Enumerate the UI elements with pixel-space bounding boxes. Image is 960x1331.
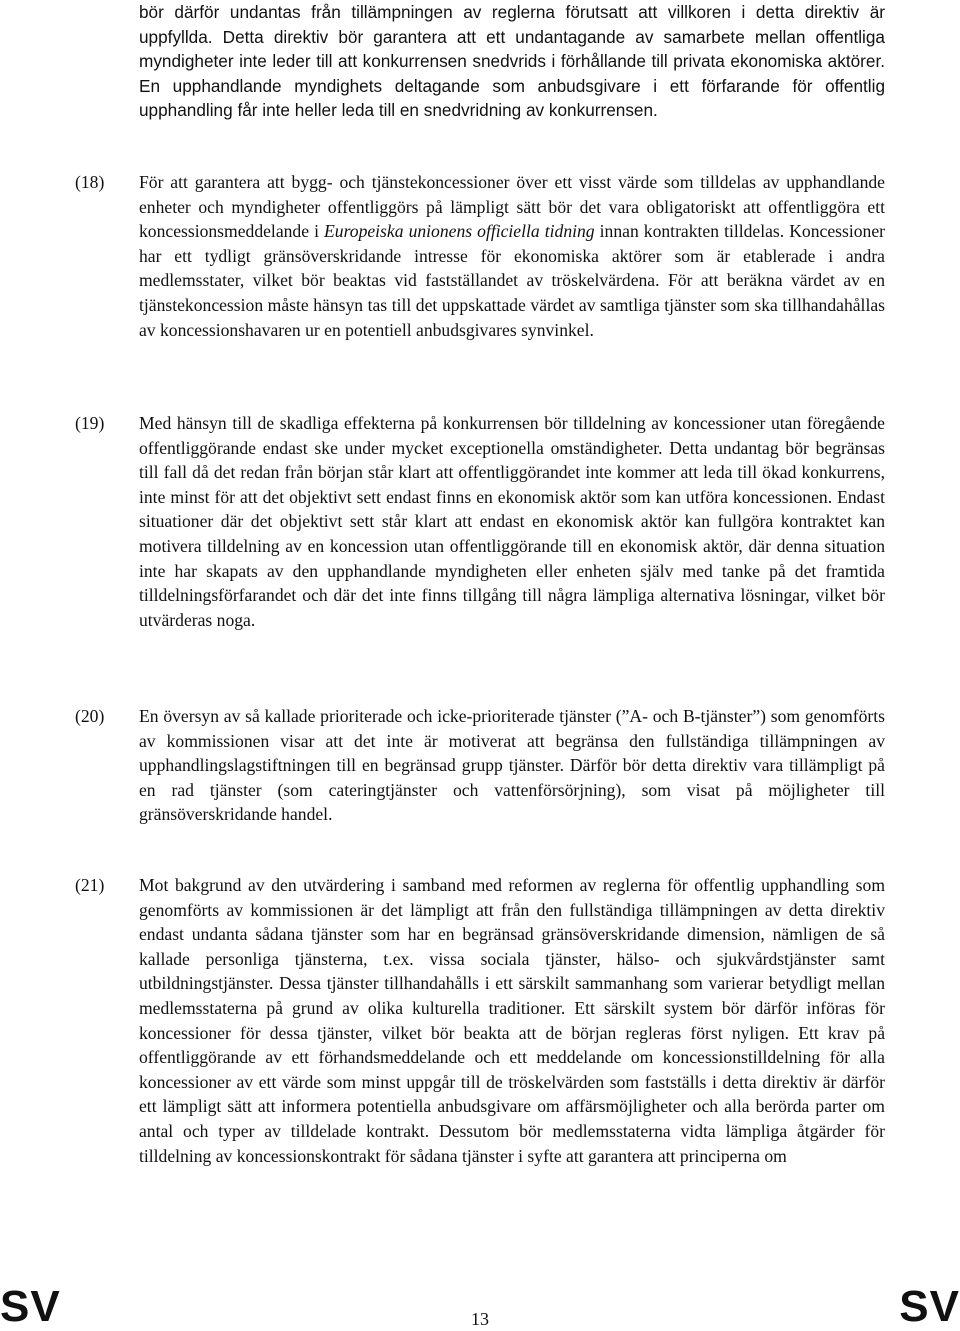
- recital-text: Mot bakgrund av den utvärdering i samband med reformen av reglerna för offentlig upphandling som genomförts av kommissionen är det lämpligt att från den fullständiga tillämpningen av detta direktiv endast undanta sådana tjänster som har en begränsad gränsöverskridande dimension, nämligen de så kallade personliga tjänsterna, t.ex. vissa sociala tjänster, hälso- och sjukvårdstjänster samt utbildningstjänster. Dessa tjänster tillhandahålls i ett särskilt sammanhang som varierar betydligt mellan medlemsstaterna på grund av olika kulturella traditioner. Ett särskilt system bör därför införas för koncessioner för dessa tjänster, vilket bör beakta att de början regleras först nyligen. Ett krav på offentliggörande av ett förhandsmeddelande och ett meddelande om koncessionstilldelning för alla koncessioner av ett värde som minst uppgår till de tröskelvärden som fastställs i detta direktiv är därför ett lämpligt sätt att informera potentiella anbudsgivare om affärsmöjligheter och alla berörda parter om antal och typer av tilldelade kontrakt. Dessutom bör medlemsstaterna vidta lämpliga åtgärder för tilldelning av koncessionskontrakt för sådana tjänster i syfte att garantera att principerna om: [139, 875, 885, 1166]
- recital-number: (21): [75, 875, 105, 895]
- intro-paragraph: bör därför undantas från tillämpningen av reglerna förutsatt att villkoren i detta direktiv är uppfyllda. Detta direktiv bör garantera att ett undantagande av samarbete mellan offentliga myndigheter inte leder till att konkurrensen snedvrids i förhållande till privata ekonomiska aktörer. En upphandlande myndighets deltagande som anbudsgivare i ett förfarande för offentlig upphandling får inte heller leda till en snedvridning av konkurrensen.: [139, 2, 885, 121]
- recital-number: (19): [75, 413, 105, 433]
- recital-text-part: innan kontrakten tilldelas. Koncessioner har ett tydligt gränsöverskridande intresse för ekonomiska aktörer som är etablerade i andra medlemsstater, vilket bör beaktas vid fastställandet av tröskelvärdena. För att beräkna värdet av en tjänstekoncession måste hänsyn tas till det uppskattade värdet av samtliga tjänster som ska tillhandahållas av koncessionshavaren ur en potentiell anbudsgivares synvinkel.: [139, 221, 885, 340]
- page-number: 13: [471, 1309, 489, 1329]
- recital-number: (20): [75, 706, 105, 726]
- recital-text-part: För att garantera att bygg- och tjänstekoncessioner över ett visst värde som tilldelas av upphandlande enheter och myndigheter offentliggörs på lämpligt sätt bör det vara obligatoriskt att offentliggöra ett koncessionsmeddelande i: [139, 172, 885, 242]
- journal-title: Europeiska unionens officiella tidning: [324, 221, 595, 242]
- recital-number: (18): [75, 172, 105, 192]
- recital-text: Med hänsyn till de skadliga effekterna på konkurrensen bör tilldelning av koncessioner utan föregående offentliggörande endast ske under mycket exceptionella omständigheter. Detta undantag bör begränsas till fall då det redan från början står klart att offentliggörandet inte kommer att leda till ökad konkurrens, inte minst för att det objektivt sett endast finns en ekonomisk aktör som kan utföra koncessionen. Endast situationer där det objektivt sett står klart att endast en ekonomisk aktör kan fullgöra kontraktet kan motivera tilldelning av en koncession utan offentliggörande till en ekonomisk aktör, där denna situation inte har skapats av den upphandlande myndigheten eller enheten själv med tanke på det framtida tilldelningsförfarandet och där det inte finns tillgång till några lämpliga alternativa lösningar, vilket bör utvärderas noga.: [139, 413, 885, 630]
- language-code-left: SV: [0, 1282, 61, 1331]
- language-code-right: SV: [899, 1282, 960, 1331]
- recital-text: En översyn av så kallade prioriterade och icke-prioriterade tjänster (”A- och B-tjänster”) som genomförts av kommissionen visar att det inte är motiverat att begränsa den fullständiga tillämpningen av upphandlingslagstiftningen till en begränsad grupp tjänster. Därför bör detta direktiv vara tillämpligt på en rad tjänster (som cateringtjänster och vattenförsörjning), som visat på möjligheter till gränsöverskridande handel.: [139, 706, 885, 825]
- recital-text: [139, 170, 885, 342]
